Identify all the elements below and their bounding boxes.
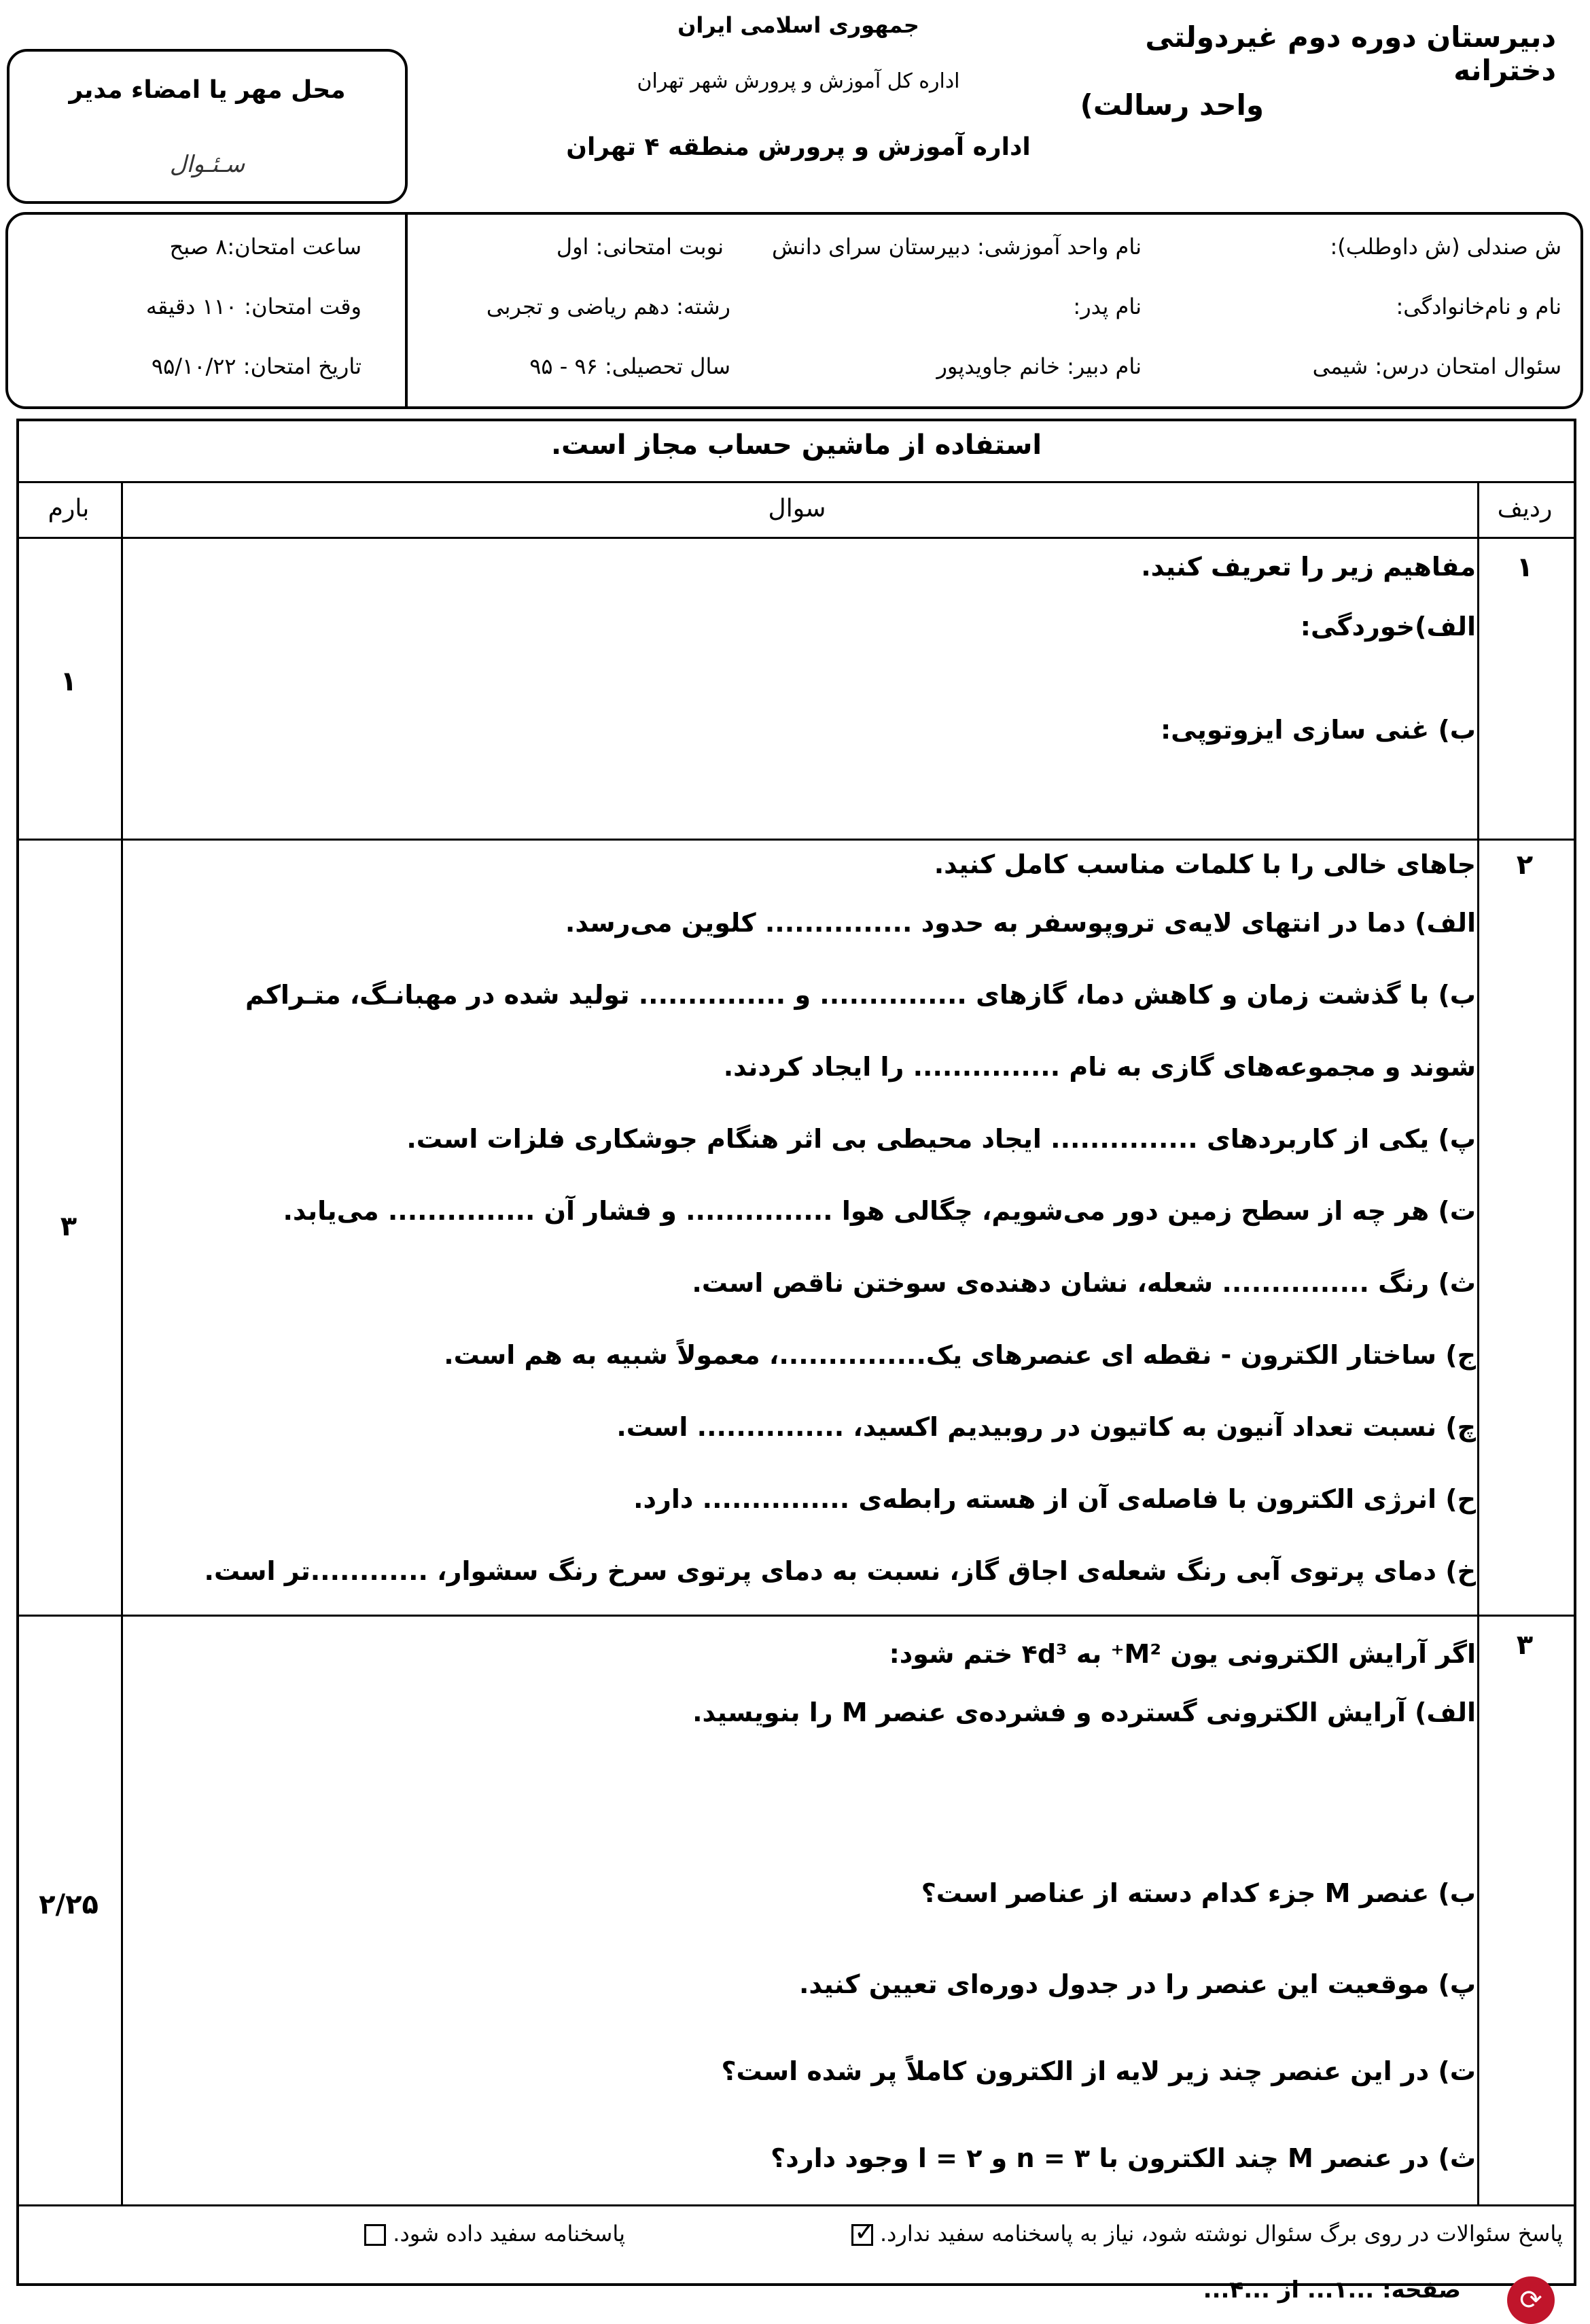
col-score-header: بارم — [48, 495, 90, 523]
school-year-label: سال تحصیلی: ۹۶ - ۹۵ — [529, 353, 730, 379]
stamp-box — [7, 49, 408, 204]
question-score: ۱ — [60, 666, 77, 697]
question-item: پ) موقعیت این عنصر را در جدول دوره‌ای تعیین کنید. — [798, 1969, 1476, 1999]
school-name: دبیرستان دوره دوم غیردولتی دخترانه — [1145, 20, 1556, 87]
student-name-field: نام و نام‌خانوادگی: — [1396, 294, 1561, 319]
father-name-field: نام پدر: — [1073, 294, 1142, 319]
exam-turn-label: نوبت امتحانی: اول — [556, 234, 724, 260]
answer-option-no-sheet — [843, 2221, 1563, 2247]
question-score: ۳ — [60, 1211, 77, 1242]
question-item: ب) عنصر M جزء کدام دسته از عناصر است؟ — [921, 1878, 1476, 1908]
exam-date-label: تاریخ امتحان: ۹۵/۱۰/۲۲ — [151, 353, 361, 379]
watermark-logo-icon: ⟳ — [1507, 2276, 1555, 2324]
school-unit-label: نام واحد آموزشی: دبیرستان سرای دانش — [772, 234, 1142, 260]
question-item: شوند و مجموعه‌های گازی به نام ............... را ایجاد کردند. — [723, 1052, 1476, 1082]
seat-number-field: ش صندلی (ش داوطلب): — [1330, 234, 1561, 260]
col-row-header: ردیف — [1497, 495, 1553, 523]
admin-region: اداره آموزش و پرورش منطقه ۴ تهران — [566, 133, 1031, 161]
answer-option-label: پاسخ سئوالات در روی برگ سئوال نوشته شود، نیاز به پاسخنامه سفید ندارد. — [879, 2221, 1563, 2247]
question-item: ث) رنگ ............... شعله، نشان دهنده‌ی سوختن ناقص است. — [692, 1268, 1476, 1298]
exam-time-label: ساعت امتحان:۸ صبح — [169, 234, 361, 260]
exam-duration-label: وقت امتحان: ۱۱۰ دقیقه — [145, 294, 361, 319]
course-label: سئوال امتحان درس: شیمی — [1312, 353, 1561, 379]
checkbox-unchecked[interactable] — [364, 2224, 386, 2246]
info-divider — [405, 215, 408, 406]
admin-city: اداره کل آموزش و پرورش شهر تهران — [637, 69, 960, 93]
question-text: اگر آرایش الکترونی یون M²⁺ به ۴d³ ختم شود: — [889, 1639, 1476, 1669]
stamp-title: محل مهر یا امضاء مدیر — [69, 76, 346, 104]
question-text: جاهای خالی را با کلمات مناسب کامل کنید. — [934, 849, 1476, 879]
col-question-header: سوال — [768, 495, 826, 523]
question-item: پ) یکی از کاربردهای ............... ایجاد محیطی بی اثر هنگام جوشکاری فلزات است. — [406, 1124, 1476, 1154]
stamp-mark: سـئـوال — [169, 151, 245, 178]
question-item: الف) آرایش الکترونی گسترده و فشرده‌ی عنصر M را بنویسید. — [692, 1697, 1476, 1727]
question-number: ۱ — [1516, 552, 1534, 583]
question-item: ب) با گذشت زمان و کاهش دما، گازهای ............... و ............... تولید شده در مهبانـگ، متـراکم — [245, 980, 1476, 1010]
field-label: رشته: دهم ریاضی و تجربی — [486, 294, 730, 319]
question-text: مفاهیم زیر را تعریف کنید. — [1141, 552, 1476, 582]
question-item: ب) غنی سازی ایزوتوپی: — [1160, 715, 1476, 745]
question-item: الف) دما در انتهای لایه‌ی تروپوسفر به حدود ............... کلوین می‌رسد. — [565, 908, 1476, 938]
answer-option-white-sheet — [356, 2221, 625, 2247]
question-number: ۳ — [1516, 1630, 1534, 1661]
question-number: ۲ — [1516, 849, 1534, 881]
question-item: چ) نسبت تعداد آنیون به کاتیون در روبیدیم اکسید، ............... است. — [616, 1412, 1476, 1442]
question-item: ث) در عنصر M چند الکترون با n = ۳ و l = ۲ وجود دارد؟ — [771, 2143, 1476, 2173]
checkbox-checked[interactable] — [851, 2224, 873, 2246]
answer-option-label: پاسخنامه سفید داده شود. — [393, 2221, 625, 2247]
page-number: صفحه: ...۱... از ...۴... — [1203, 2276, 1461, 2304]
calculator-notice: استفاده از ماشین حساب مجاز است. — [550, 429, 1042, 461]
question-item: ت) در این عنصر چند زیر لایه از الکترون کاملاً پر شده است؟ — [721, 2056, 1476, 2086]
republic-title: جمهوری اسلامی ایران — [677, 12, 919, 38]
question-item: ج) ساختار الکترون - نقطه ای عنصرهای یک...............، معمولاً شبیه به هم است. — [444, 1340, 1476, 1370]
teacher-label: نام دبیر: خانم جاویدپور — [936, 353, 1142, 379]
question-score: ۲/۲۵ — [39, 1889, 99, 1920]
school-unit: واحد رسالت) — [1080, 88, 1264, 122]
question-item: ح) انرژی الکترون با فاصله‌ی آن از هسته رابطه‌ی ............... دارد. — [633, 1484, 1476, 1514]
question-item: خ) دمای پرتوی آبی رنگ شعله‌ی اجاق گاز، نسبت به دمای پرتوی سرخ رنگ سشوار، ............تر است. — [204, 1556, 1476, 1586]
question-item: الف)خوردگی: — [1300, 612, 1476, 641]
question-item: ت) هر چه از سطح زمین دور می‌شویم، چگالی هوا ............... و فشار آن ............... می‌یابد. — [283, 1196, 1476, 1226]
